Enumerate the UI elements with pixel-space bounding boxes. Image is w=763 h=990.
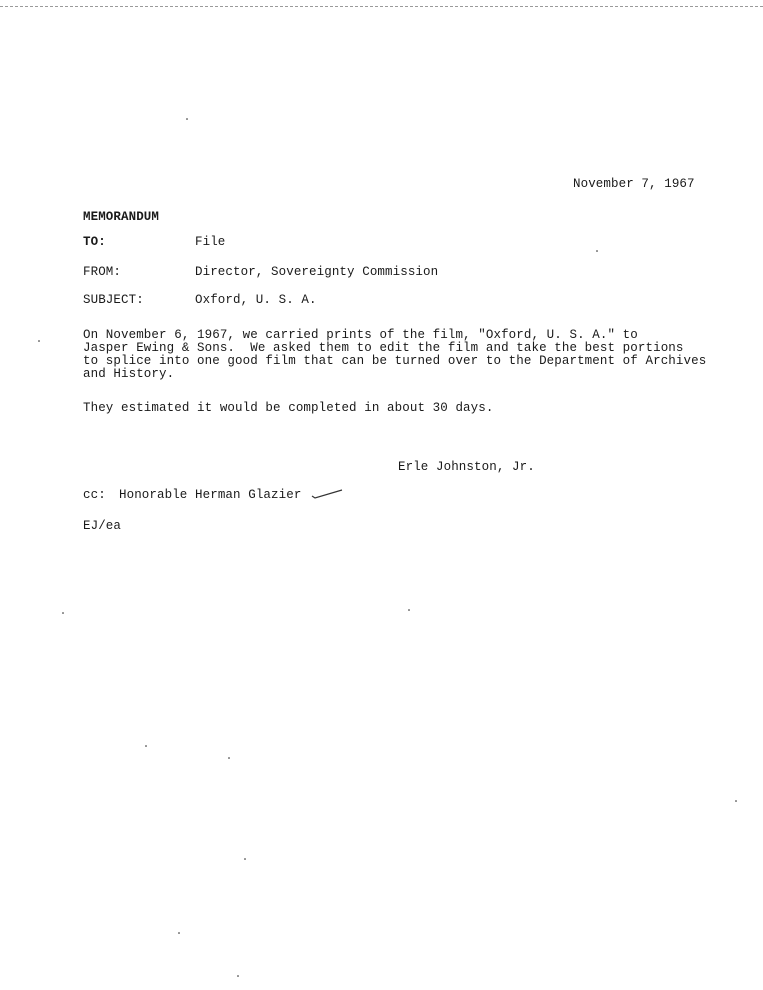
body-paragraph-2: They estimated it would be completed in about 30 days. xyxy=(83,401,494,415)
to-label: TO: xyxy=(83,235,106,249)
scan-speck xyxy=(178,932,180,934)
to-value: File xyxy=(195,235,226,249)
cc-label: cc: xyxy=(83,488,106,502)
from-label: FROM: xyxy=(83,265,122,279)
scan-speck xyxy=(186,118,188,120)
scan-speck xyxy=(62,612,64,614)
scan-speck xyxy=(596,250,598,252)
scan-speck xyxy=(237,975,239,977)
body-line-3: to splice into one good film that can be turned over to the Department of Archives xyxy=(83,354,707,368)
cc-value: Honorable Herman Glazier xyxy=(119,488,302,502)
body-line-2: Jasper Ewing & Sons. We asked them to edit the film and take the best portions xyxy=(83,341,684,355)
scan-speck xyxy=(38,340,40,342)
memo-date: November 7, 1967 xyxy=(573,177,695,191)
page-top-edge xyxy=(0,0,763,7)
from-value: Director, Sovereignty Commission xyxy=(195,265,439,279)
body-line-1: On November 6, 1967, we carried prints of the film, "Oxford, U. S. A." to xyxy=(83,328,638,342)
scan-speck xyxy=(228,757,230,759)
scan-speck xyxy=(408,609,410,611)
body-line-4: and History. xyxy=(83,367,175,381)
scan-speck xyxy=(735,800,737,802)
memo-heading: MEMORANDUM xyxy=(83,210,160,224)
subject-value: Oxford, U. S. A. xyxy=(195,293,317,307)
scan-speck xyxy=(244,858,246,860)
subject-label: SUBJECT: xyxy=(83,293,144,307)
scan-speck xyxy=(145,745,147,747)
signature: Erle Johnston, Jr. xyxy=(398,460,535,474)
initials: EJ/ea xyxy=(83,519,122,533)
handwritten-check-icon xyxy=(311,488,343,500)
